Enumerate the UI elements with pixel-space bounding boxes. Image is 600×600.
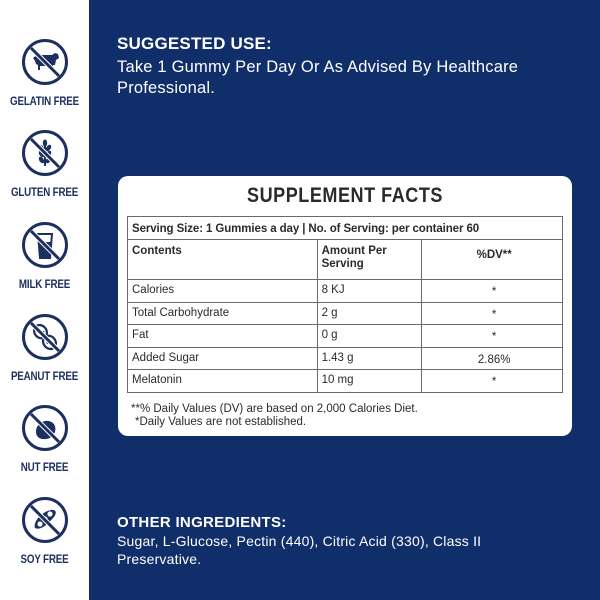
- badge-label: PEANUT FREE: [10, 371, 79, 383]
- footnotes: [131, 403, 418, 429]
- peanut-icon: [22, 314, 68, 360]
- badge-label: NUT FREE: [20, 462, 69, 474]
- other-ingredients-title: OTHER INGREDIENTS:: [117, 514, 287, 531]
- wheat-icon: [22, 130, 68, 176]
- supplement-facts-table: [127, 216, 563, 393]
- badge-nut-free: [0, 405, 89, 474]
- badge-peanut-free: [0, 314, 89, 383]
- header-dv: %DV**: [422, 240, 563, 280]
- badge-label: MILK FREE: [18, 279, 71, 291]
- row-dv: *: [422, 370, 563, 393]
- badge-gluten-free: [0, 130, 89, 199]
- row-name: Calories: [128, 280, 318, 303]
- suggested-use-title: SUGGESTED USE:: [117, 34, 272, 53]
- supplement-facts-title: SUPPLEMENT FACTS: [247, 184, 443, 207]
- allergen-sidebar: [0, 0, 89, 600]
- row-amount: 1.43 g: [317, 347, 422, 370]
- row-name: Added Sugar: [128, 347, 318, 370]
- header-row: [128, 240, 563, 280]
- badge-label: SOY FREE: [20, 554, 69, 566]
- row-amount: 2 g: [317, 302, 422, 325]
- table-row: [128, 370, 563, 393]
- soybean-icon: [22, 497, 68, 543]
- row-dv: *: [422, 280, 563, 303]
- row-dv: *: [422, 302, 563, 325]
- row-name: Total Carbohydrate: [128, 302, 318, 325]
- header-amount: Amount Per Serving: [317, 240, 422, 280]
- serving-info: Serving Size: 1 Gummies a day | No. of Serving: per container 60: [128, 217, 563, 240]
- badge-soy-free: [0, 497, 89, 566]
- footnote-dv: **% Daily Values (DV) are based on 2,000 Calories Diet.: [131, 403, 418, 415]
- serving-row: [128, 217, 563, 240]
- badge-label: GLUTEN FREE: [10, 187, 79, 199]
- header-contents: Contents: [128, 240, 318, 280]
- row-dv: *: [422, 325, 563, 348]
- badge-label: GELATIN FREE: [10, 96, 79, 108]
- table-row: [128, 302, 563, 325]
- row-dv: 2.86%: [422, 347, 563, 370]
- footnote-not-established: *Daily Values are not established.: [135, 416, 307, 428]
- table-row: [128, 325, 563, 348]
- other-ingredients-text: Sugar, L-Glucose, Pectin (440), Citric Acid (330), Class II Preservative.: [117, 533, 482, 567]
- row-name: Melatonin: [128, 370, 318, 393]
- supplement-facts-card: [118, 176, 572, 436]
- table-row: [128, 280, 563, 303]
- table-row: [128, 347, 563, 370]
- cow-icon: [22, 39, 68, 85]
- badge-milk-free: [0, 222, 89, 291]
- row-amount: 0 g: [317, 325, 422, 348]
- badge-gelatin-free: [0, 39, 89, 108]
- nut-icon: [22, 405, 68, 451]
- info-panel: [89, 0, 600, 600]
- suggested-use-text: Take 1 Gummy Per Day Or As Advised By Healthcare Professional.: [117, 58, 519, 97]
- row-amount: 8 KJ: [317, 280, 422, 303]
- milk-glass-icon: [22, 222, 68, 268]
- row-amount: 10 mg: [317, 370, 422, 393]
- row-name: Fat: [128, 325, 318, 348]
